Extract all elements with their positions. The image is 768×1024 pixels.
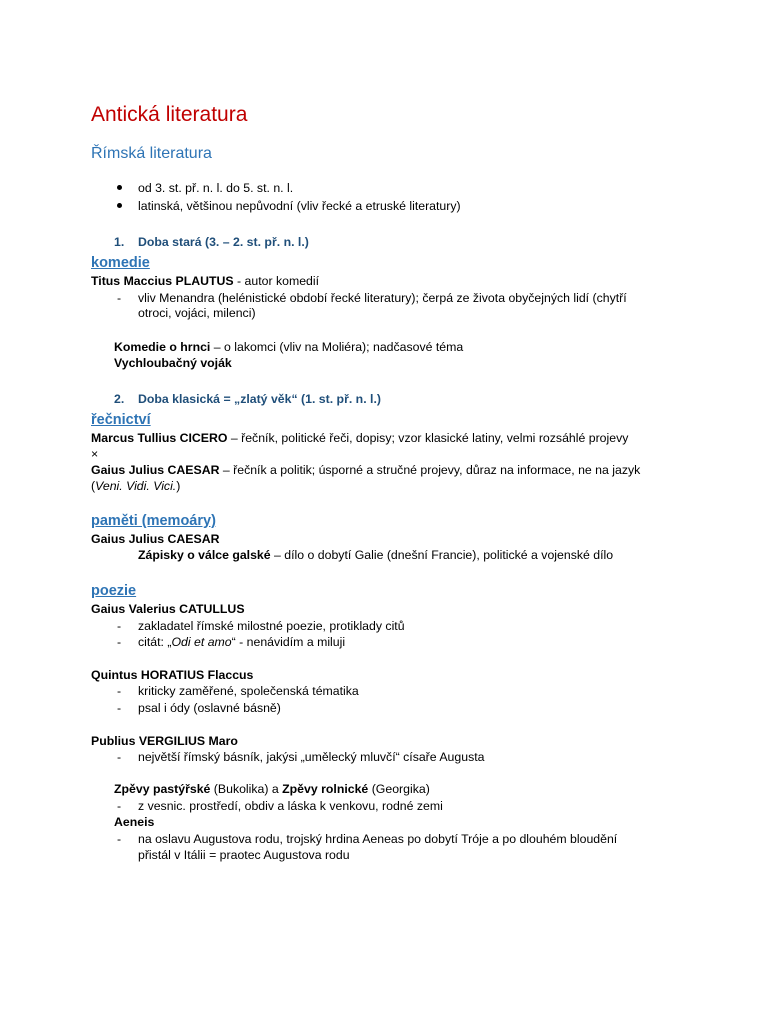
- paren-close: ): [176, 479, 181, 493]
- work-title: Zpěvy rolnické: [282, 782, 369, 796]
- period-2-number: 2.: [114, 392, 125, 406]
- page-subtitle: Římská literatura: [91, 145, 212, 162]
- period-1-number: 1.: [114, 235, 125, 249]
- work-note: – dílo o dobytí Galie (dnešní Francie), politické a vojenské dílo: [270, 548, 614, 562]
- author-name: Gaius Julius CAESAR: [91, 463, 220, 477]
- cicero-line: [91, 430, 628, 446]
- work-title: Aeneis: [114, 815, 155, 829]
- author-note: – řečník a politik; úsporné a stručné projevy, důraz na informace, ne na jazyk: [219, 463, 641, 477]
- author-name: Quintus HORATIUS Flaccus: [91, 668, 254, 682]
- section-heading-pameti: paměti (memoáry): [91, 513, 216, 529]
- intro-bullet-1: od 3. st. př. n. l. do 5. st. n. l.: [138, 181, 294, 195]
- bullet-icon: [117, 203, 122, 208]
- quote-text: Odi et amo: [171, 635, 232, 649]
- work-note: – o lakomci (vliv na Moliéra); nadčasové téma: [210, 340, 464, 354]
- catullus-dash-2: [138, 634, 345, 650]
- author-name: Marcus Tullius CICERO: [91, 431, 228, 445]
- zpevy-dash: z vesnic. prostředí, obdiv a láska k venkovu, rodné zemi: [138, 799, 443, 813]
- dash-marker: -: [117, 701, 122, 715]
- dash-marker: -: [117, 619, 122, 633]
- work-line: [114, 339, 463, 355]
- plautus-dash-line-2: otroci, vojáci, milenci): [138, 306, 256, 320]
- dash-marker: -: [117, 832, 122, 846]
- aeneis-line-2: přistál v Itálii = praotec Augustova rodu: [138, 848, 350, 862]
- caesar-line: [91, 462, 640, 478]
- author-name: Titus Maccius PLAUTUS: [91, 274, 234, 288]
- period-1-heading: Doba stará (3. – 2. st. př. n. l.): [138, 235, 309, 249]
- horatius-dash-1: kriticky zaměřené, společenská tématika: [138, 684, 359, 698]
- dash-marker: -: [117, 750, 122, 764]
- vergilius-dash-1: největší římský básník, jakýsi „umělecký mluvčí“ císaře Augusta: [138, 750, 485, 764]
- catullus-dash-1: zakladatel římské milostné poezie, protiklady citů: [138, 619, 405, 633]
- plautus-dash-line-1: vliv Menandra (helénistické období řecké literatury); čerpá ze života obyčejných lidí (chytří: [138, 291, 627, 305]
- quote-pre: citát: „: [138, 635, 172, 649]
- page-title: Antická literatura: [91, 103, 248, 126]
- work-note: (Georgika): [368, 782, 430, 796]
- quote-text: Veni. Vidi. Vici.: [95, 479, 177, 493]
- caesar-quote: [91, 478, 180, 494]
- times-sign: ×: [91, 447, 99, 461]
- intro-bullet-2: latinská, většinou nepůvodní (vliv řecké a etruské literatury): [138, 199, 461, 213]
- bullet-icon: [117, 185, 122, 190]
- paren-open: (: [91, 479, 96, 493]
- dash-marker: -: [117, 291, 122, 305]
- work-note: (Bukolika) a: [210, 782, 283, 796]
- dash-marker: -: [117, 635, 122, 649]
- author-name: Gaius Julius CAESAR: [91, 532, 220, 546]
- section-heading-poezie: poezie: [91, 583, 137, 599]
- work-title: Zpěvy pastýřské: [114, 782, 211, 796]
- zpevy-line: [114, 781, 430, 797]
- dash-marker: -: [117, 799, 122, 813]
- period-2-heading: Doba klasická = „zlatý věk“ (1. st. př. n. l.): [138, 392, 381, 406]
- author-name: Publius VERGILIUS Maro: [91, 734, 238, 748]
- work-title: Komedie o hrnci: [114, 340, 211, 354]
- author-note: - autor komedií: [233, 274, 320, 288]
- work-title: Zápisky o válce galské: [138, 548, 271, 562]
- aeneis-line-1: na oslavu Augustova rodu, trojský hrdina Aeneas po dobytí Tróje a po dlouhém bloudění: [138, 832, 618, 846]
- pameti-work-line: [138, 547, 613, 563]
- section-heading-recnictvi: řečnictví: [91, 412, 151, 428]
- dash-marker: -: [117, 684, 122, 698]
- plautus-line: [91, 273, 319, 289]
- work-title: Vychloubačný voják: [114, 356, 232, 370]
- quote-post: “ - nenávidím a miluji: [231, 635, 346, 649]
- author-name: Gaius Valerius CATULLUS: [91, 602, 245, 616]
- author-note: – řečník, politické řeči, dopisy; vzor klasické latiny, velmi rozsáhlé projevy: [227, 431, 629, 445]
- section-heading-komedie: komedie: [91, 255, 150, 271]
- horatius-dash-2: psal i ódy (oslavné básně): [138, 701, 281, 715]
